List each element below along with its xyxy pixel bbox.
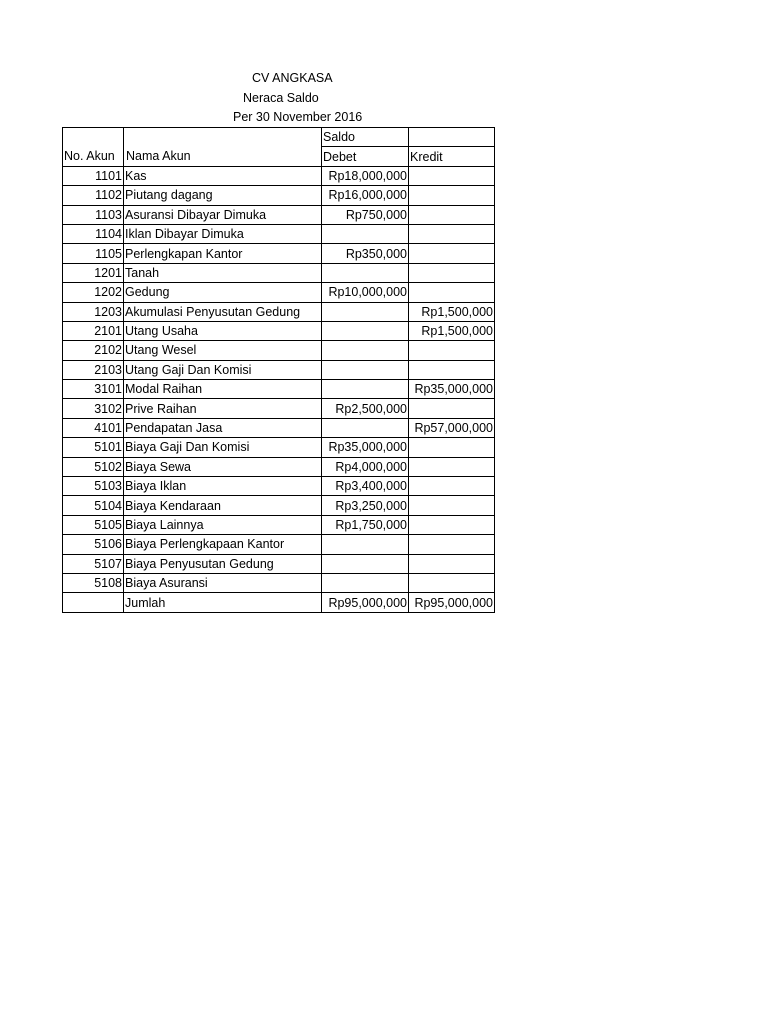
debit-amount <box>322 224 409 243</box>
debit-amount: Rp350,000 <box>322 244 409 263</box>
table-row <box>63 224 495 243</box>
account-name: Biaya Sewa <box>124 457 322 476</box>
credit-amount <box>409 186 495 205</box>
account-number: 4101 <box>63 418 124 437</box>
account-number: 1105 <box>63 244 124 263</box>
report-period: Per 30 November 2016 <box>233 110 363 124</box>
debit-amount <box>322 535 409 554</box>
debit-amount <box>322 380 409 399</box>
account-number: 5106 <box>63 535 124 554</box>
credit-amount <box>409 224 495 243</box>
account-number: 5107 <box>63 554 124 573</box>
debit-amount: Rp4,000,000 <box>322 457 409 476</box>
debit-amount: Rp16,000,000 <box>322 186 409 205</box>
credit-amount: Rp1,500,000 <box>409 302 495 321</box>
debit-amount <box>322 573 409 592</box>
total-row <box>63 593 495 612</box>
account-number: 1101 <box>63 166 124 185</box>
table-row <box>63 244 495 263</box>
account-name: Perlengkapan Kantor <box>124 244 322 263</box>
account-name: Biaya Iklan <box>124 477 322 496</box>
credit-amount <box>409 399 495 418</box>
company-name: CV ANGKASA <box>252 71 333 85</box>
debit-amount <box>322 321 409 340</box>
account-name: Kas <box>124 166 322 185</box>
debit-amount <box>322 360 409 379</box>
credit-amount <box>409 166 495 185</box>
account-number: 2103 <box>63 360 124 379</box>
credit-amount: Rp1,500,000 <box>409 321 495 340</box>
table-row <box>63 554 495 573</box>
header-blank-cell <box>409 128 495 147</box>
account-number: 3101 <box>63 380 124 399</box>
header-blank-cell <box>124 128 322 147</box>
header-blank-cell <box>63 128 124 147</box>
debit-amount <box>322 418 409 437</box>
table-body <box>63 128 495 613</box>
account-number: 5103 <box>63 477 124 496</box>
total-number <box>63 593 124 612</box>
account-name: Utang Usaha <box>124 321 322 340</box>
table-row <box>63 263 495 282</box>
debit-amount: Rp2,500,000 <box>322 399 409 418</box>
table-row <box>63 302 495 321</box>
credit-amount: Rp35,000,000 <box>409 380 495 399</box>
account-name: Akumulasi Penyusutan Gedung <box>124 302 322 321</box>
account-number: 2102 <box>63 341 124 360</box>
account-name: Iklan Dibayar Dimuka <box>124 224 322 243</box>
account-number: 1103 <box>63 205 124 224</box>
table-row <box>63 535 495 554</box>
debit-amount <box>322 263 409 282</box>
account-name: Asuransi Dibayar Dimuka <box>124 205 322 224</box>
debit-amount: Rp1,750,000 <box>322 515 409 534</box>
table-row <box>63 438 495 457</box>
account-name-header: Nama Akun <box>124 147 322 166</box>
account-name: Biaya Asuransi <box>124 573 322 592</box>
table-row <box>63 477 495 496</box>
credit-amount <box>409 360 495 379</box>
credit-header: Kredit <box>409 147 495 166</box>
debit-amount <box>322 341 409 360</box>
debit-amount: Rp3,400,000 <box>322 477 409 496</box>
account-name: Piutang dagang <box>124 186 322 205</box>
credit-amount: Rp57,000,000 <box>409 418 495 437</box>
account-number-header: No. Akun <box>63 147 124 166</box>
debit-amount: Rp750,000 <box>322 205 409 224</box>
header-row <box>63 147 495 166</box>
table-row <box>63 321 495 340</box>
account-number: 1201 <box>63 263 124 282</box>
credit-amount <box>409 496 495 515</box>
account-name: Biaya Kendaraan <box>124 496 322 515</box>
account-number: 5104 <box>63 496 124 515</box>
table-row <box>63 399 495 418</box>
account-number: 2101 <box>63 321 124 340</box>
table-row <box>63 457 495 476</box>
table-row <box>63 360 495 379</box>
credit-amount <box>409 477 495 496</box>
credit-amount <box>409 341 495 360</box>
table-row <box>63 515 495 534</box>
table-row <box>63 166 495 185</box>
account-name: Biaya Perlengkapaan Kantor <box>124 535 322 554</box>
account-name: Biaya Gaji Dan Komisi <box>124 438 322 457</box>
debit-amount: Rp10,000,000 <box>322 283 409 302</box>
table-row <box>63 283 495 302</box>
credit-amount <box>409 438 495 457</box>
credit-amount <box>409 244 495 263</box>
account-number: 5101 <box>63 438 124 457</box>
account-number: 5108 <box>63 573 124 592</box>
credit-amount <box>409 205 495 224</box>
table-row <box>63 418 495 437</box>
debit-amount <box>322 554 409 573</box>
credit-amount <box>409 554 495 573</box>
table-row <box>63 205 495 224</box>
trial-balance-table <box>62 127 495 613</box>
account-name: Prive Raihan <box>124 399 322 418</box>
credit-amount <box>409 457 495 476</box>
total-credit: Rp95,000,000 <box>409 593 495 612</box>
account-number: 1104 <box>63 224 124 243</box>
account-name: Utang Gaji Dan Komisi <box>124 360 322 379</box>
credit-amount <box>409 573 495 592</box>
account-number: 1102 <box>63 186 124 205</box>
total-label: Jumlah <box>124 593 322 612</box>
debit-amount <box>322 302 409 321</box>
table-row <box>63 573 495 592</box>
table-row <box>63 341 495 360</box>
account-name: Utang Wesel <box>124 341 322 360</box>
account-name: Gedung <box>124 283 322 302</box>
account-number: 1202 <box>63 283 124 302</box>
account-number: 5102 <box>63 457 124 476</box>
account-number: 3102 <box>63 399 124 418</box>
saldo-header: Saldo <box>322 128 409 147</box>
credit-amount <box>409 263 495 282</box>
account-number: 5105 <box>63 515 124 534</box>
account-name: Tanah <box>124 263 322 282</box>
credit-amount <box>409 535 495 554</box>
debit-amount: Rp18,000,000 <box>322 166 409 185</box>
report-title: Neraca Saldo <box>243 91 319 105</box>
credit-amount <box>409 283 495 302</box>
debit-header: Debet <box>322 147 409 166</box>
debit-amount: Rp3,250,000 <box>322 496 409 515</box>
credit-amount <box>409 515 495 534</box>
account-name: Biaya Lainnya <box>124 515 322 534</box>
header-row-top <box>63 128 495 147</box>
account-name: Biaya Penyusutan Gedung <box>124 554 322 573</box>
table-row <box>63 496 495 515</box>
account-name: Pendapatan Jasa <box>124 418 322 437</box>
account-number: 1203 <box>63 302 124 321</box>
account-name: Modal Raihan <box>124 380 322 399</box>
debit-amount: Rp35,000,000 <box>322 438 409 457</box>
total-debit: Rp95,000,000 <box>322 593 409 612</box>
table-row <box>63 380 495 399</box>
table-row <box>63 186 495 205</box>
